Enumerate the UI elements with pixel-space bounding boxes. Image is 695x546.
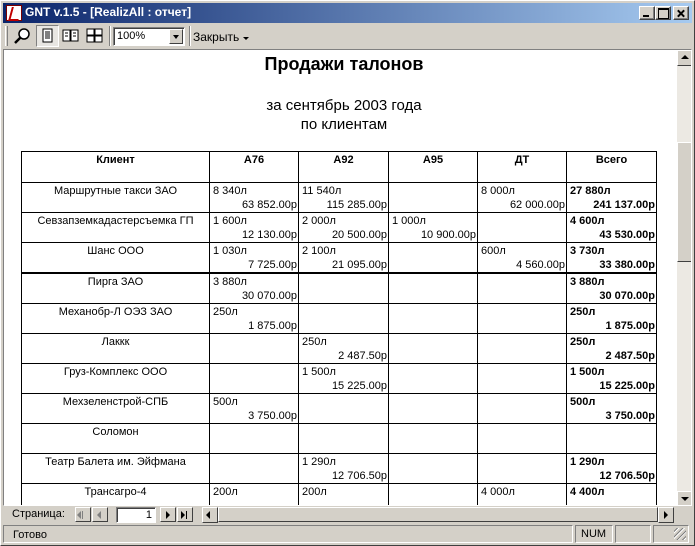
fuel-cell-a76	[210, 334, 299, 364]
table-row	[22, 243, 657, 274]
column-header: А95	[389, 152, 478, 183]
fuel-cell-a95	[389, 454, 478, 484]
scroll-left-button[interactable]	[202, 507, 218, 523]
fuel-cell-dt	[478, 454, 567, 484]
amount-value: 15 225.00р	[599, 380, 655, 392]
amount-value: 3 750.00р	[248, 410, 297, 422]
magnifier-icon	[11, 25, 34, 47]
column-header: ДТ	[478, 152, 567, 183]
fuel-cell-dt	[478, 213, 567, 243]
toolbar-separator	[109, 26, 111, 46]
table-row	[22, 364, 657, 394]
close-menu-button[interactable]: Закрыть	[193, 30, 240, 44]
volume-value: 600л	[481, 245, 506, 257]
volume-value: 8 000л	[481, 185, 515, 197]
amount-value: 7 725.00р	[248, 259, 297, 271]
total-cell	[567, 454, 657, 484]
scroll-right-button[interactable]	[658, 507, 674, 523]
total-cell	[567, 213, 657, 243]
page-label: Страница:	[12, 508, 65, 520]
fuel-cell-a95	[389, 304, 478, 334]
amount-value: 10 900.00р	[420, 229, 476, 241]
fuel-cell-a76	[210, 304, 299, 334]
client-cell: Мехзеленстрой-СПБ	[22, 394, 210, 424]
scroll-up-button[interactable]	[677, 50, 692, 66]
page-number-input[interactable]	[116, 507, 156, 523]
table-row	[22, 424, 657, 454]
total-cell	[567, 424, 657, 454]
amount-value: 241 137.00р	[593, 199, 655, 211]
volume-value: 2 100л	[302, 245, 336, 257]
total-cell	[567, 364, 657, 394]
vertical-scroll-thumb[interactable]	[677, 142, 692, 262]
amount-value: 30 070.00р	[241, 290, 297, 302]
zoom-button[interactable]	[11, 25, 34, 47]
volume-value: 200л	[302, 486, 327, 498]
report-title: Продажи талонов	[264, 54, 424, 74]
multiple-pages-icon	[83, 25, 106, 47]
fuel-cell-dt	[478, 334, 567, 364]
scroll-down-button[interactable]	[677, 491, 692, 506]
fuel-cell-a95	[389, 484, 478, 507]
amount-value: 3 750.00р	[605, 410, 655, 422]
vertical-scrollbar[interactable]	[677, 50, 692, 506]
next-page-button[interactable]	[160, 507, 176, 522]
zoom-select[interactable]	[113, 27, 185, 46]
client-cell: Груз-Комплекс ООО	[22, 364, 210, 394]
volume-value: 3 880л	[213, 276, 247, 288]
table-row	[22, 213, 657, 243]
amount-value: 2 487.50р	[338, 350, 387, 362]
table-row	[22, 304, 657, 334]
amount-value: 12 130.00р	[241, 229, 297, 241]
total-cell	[567, 484, 657, 507]
page-navigation-bar	[3, 506, 692, 523]
status-pane-num	[575, 525, 613, 543]
multiple-pages-button[interactable]	[83, 25, 106, 47]
app-icon[interactable]	[6, 5, 22, 21]
client-cell: Лаккк	[22, 334, 210, 364]
fuel-cell-a92	[299, 183, 389, 213]
last-page-button[interactable]	[177, 507, 193, 522]
previous-page-button[interactable]	[92, 507, 108, 522]
volume-value: 1 000л	[392, 215, 426, 227]
fuel-cell-a92	[299, 484, 389, 507]
minimize-button[interactable]	[639, 6, 655, 20]
chevron-down-icon[interactable]	[169, 29, 183, 44]
sales-table	[21, 151, 657, 506]
column-header: Клиент	[22, 152, 210, 183]
fuel-cell-a76	[210, 243, 299, 274]
amount-value: 30 070.00р	[599, 290, 655, 302]
maximize-button[interactable]	[655, 6, 671, 20]
fuel-cell-a95	[389, 424, 478, 454]
amount-value: 62 000.00р	[509, 199, 565, 211]
fuel-cell-a76	[210, 213, 299, 243]
volume-value: 250л	[213, 306, 238, 318]
page-number-value: 1	[145, 509, 152, 521]
one-page-button[interactable]	[36, 25, 59, 47]
amount-value: 33 380.00р	[599, 259, 655, 271]
client-cell: Театр Балета им. Эйфмана	[22, 454, 210, 484]
num-lock-indicator: NUM	[581, 528, 607, 540]
total-cell	[567, 243, 657, 274]
fuel-cell-a95	[389, 334, 478, 364]
fuel-cell-dt	[478, 273, 567, 304]
volume-value: 1 290л	[570, 456, 605, 468]
total-cell	[567, 394, 657, 424]
volume-value: 250л	[570, 336, 596, 348]
total-cell	[567, 183, 657, 213]
fuel-cell-a95	[389, 183, 478, 213]
fuel-cell-a76	[210, 394, 299, 424]
client-cell: Маршрутные такси ЗАО	[22, 183, 210, 213]
volume-value: 250л	[570, 306, 596, 318]
volume-value: 500л	[213, 396, 238, 408]
status-bar	[3, 524, 692, 544]
total-cell	[567, 304, 657, 334]
fuel-cell-a76	[210, 484, 299, 507]
volume-value: 11 540л	[302, 185, 342, 197]
fuel-cell-a92	[299, 454, 389, 484]
client-cell: Севзапземкадастерсъемка ГП	[22, 213, 210, 243]
status-pane-empty	[653, 525, 689, 543]
horizontal-scroll-thumb[interactable]	[218, 507, 658, 522]
amount-value: 1 875.00р	[248, 320, 297, 332]
fuel-cell-a95	[389, 364, 478, 394]
fuel-cell-a76	[210, 364, 299, 394]
fuel-cell-a92	[299, 334, 389, 364]
zoom-value: 100%	[117, 30, 146, 42]
fuel-cell-a92	[299, 273, 389, 304]
amount-value: 12 706.50р	[599, 470, 655, 482]
fuel-cell-a92	[299, 364, 389, 394]
client-cell: Шанс ООО	[22, 243, 210, 274]
amount-value: 20 500.00р	[331, 229, 387, 241]
fuel-cell-a92	[299, 243, 389, 274]
amount-value: 1 875.00р	[605, 320, 655, 332]
volume-value: 500л	[570, 396, 596, 408]
volume-value: 1 600л	[213, 215, 247, 227]
volume-value: 2 000л	[302, 215, 336, 227]
amount-value: 43 530.00р	[599, 229, 655, 241]
volume-value: 4 600л	[570, 215, 605, 227]
fuel-cell-a95	[389, 213, 478, 243]
column-header: А92	[299, 152, 389, 183]
fuel-cell-a92	[299, 394, 389, 424]
volume-value: 27 880л	[570, 185, 611, 197]
client-cell: Пирга ЗАО	[22, 273, 210, 304]
status-pane-main	[3, 525, 573, 543]
fuel-cell-a76	[210, 273, 299, 304]
amount-value: 4 560.00р	[516, 259, 565, 271]
window-title: GNT v.1.5 - [RealizAll : отчет]	[25, 5, 192, 19]
one-page-icon	[37, 26, 58, 46]
volume-value: 8 340л	[213, 185, 247, 197]
fuel-cell-a76	[210, 183, 299, 213]
total-cell	[567, 273, 657, 304]
title-bar[interactable]	[3, 3, 692, 23]
table-row	[22, 484, 657, 507]
resize-grip-icon[interactable]	[674, 528, 686, 540]
amount-value: 115 285.00р	[326, 199, 387, 211]
report-preview-area	[3, 49, 692, 506]
status-text: Готово	[13, 529, 47, 541]
client-cell: Соломон	[22, 424, 210, 454]
fuel-cell-a76	[210, 424, 299, 454]
volume-value: 1 500л	[570, 366, 605, 378]
fuel-cell-a76	[210, 454, 299, 484]
amount-value: 63 852.00р	[241, 199, 297, 211]
total-cell	[567, 334, 657, 364]
amount-value: 21 095.00р	[331, 259, 387, 271]
two-pages-button[interactable]	[59, 25, 82, 47]
amount-value: 15 225.00р	[331, 380, 387, 392]
fuel-cell-a92	[299, 213, 389, 243]
report-subtitle-grouping: по клиентам	[300, 116, 388, 133]
fuel-cell-a95	[389, 273, 478, 304]
volume-value: 1 500л	[302, 366, 336, 378]
two-pages-icon	[59, 25, 82, 47]
table-row	[22, 183, 657, 213]
toolbar-separator	[189, 26, 191, 46]
column-header: А76	[210, 152, 299, 183]
toolbar-grip[interactable]	[5, 26, 8, 46]
amount-value: 2 487.50р	[605, 350, 655, 362]
volume-value: 4 400л	[570, 486, 605, 498]
volume-value: 200л	[213, 486, 238, 498]
fuel-cell-a95	[389, 394, 478, 424]
first-page-button[interactable]	[75, 507, 91, 522]
table-row	[22, 334, 657, 364]
fuel-cell-dt	[478, 484, 567, 507]
report-page	[4, 50, 674, 506]
volume-value: 1 030л	[213, 245, 247, 257]
status-pane-empty	[615, 525, 651, 543]
fuel-cell-a92	[299, 424, 389, 454]
fuel-cell-a95	[389, 243, 478, 274]
fuel-cell-dt	[478, 183, 567, 213]
fuel-cell-dt	[478, 424, 567, 454]
table-row	[22, 394, 657, 424]
amount-value: 12 706.50р	[331, 470, 387, 482]
volume-value: 3 730л	[570, 245, 605, 257]
fuel-cell-dt	[478, 364, 567, 394]
volume-value: 3 880л	[570, 276, 605, 288]
table-row	[22, 273, 657, 304]
client-cell: Трансагро-4	[22, 484, 210, 507]
close-window-button[interactable]	[673, 6, 689, 20]
table-row	[22, 454, 657, 484]
volume-value: 4 000л	[481, 486, 515, 498]
column-header: Всего	[567, 152, 657, 183]
report-subtitle: за сентябрь 2003 года	[266, 97, 422, 114]
volume-value: 250л	[302, 336, 327, 348]
fuel-cell-a92	[299, 304, 389, 334]
fuel-cell-dt	[478, 304, 567, 334]
volume-value: 1 290л	[302, 456, 336, 468]
toolbar	[3, 24, 692, 48]
client-cell: Механобр-Л ОЭЗ ЗАО	[22, 304, 210, 334]
fuel-cell-dt	[478, 394, 567, 424]
table-header-row	[22, 152, 657, 183]
dropdown-arrow-icon[interactable]	[243, 37, 249, 43]
fuel-cell-dt	[478, 243, 567, 274]
